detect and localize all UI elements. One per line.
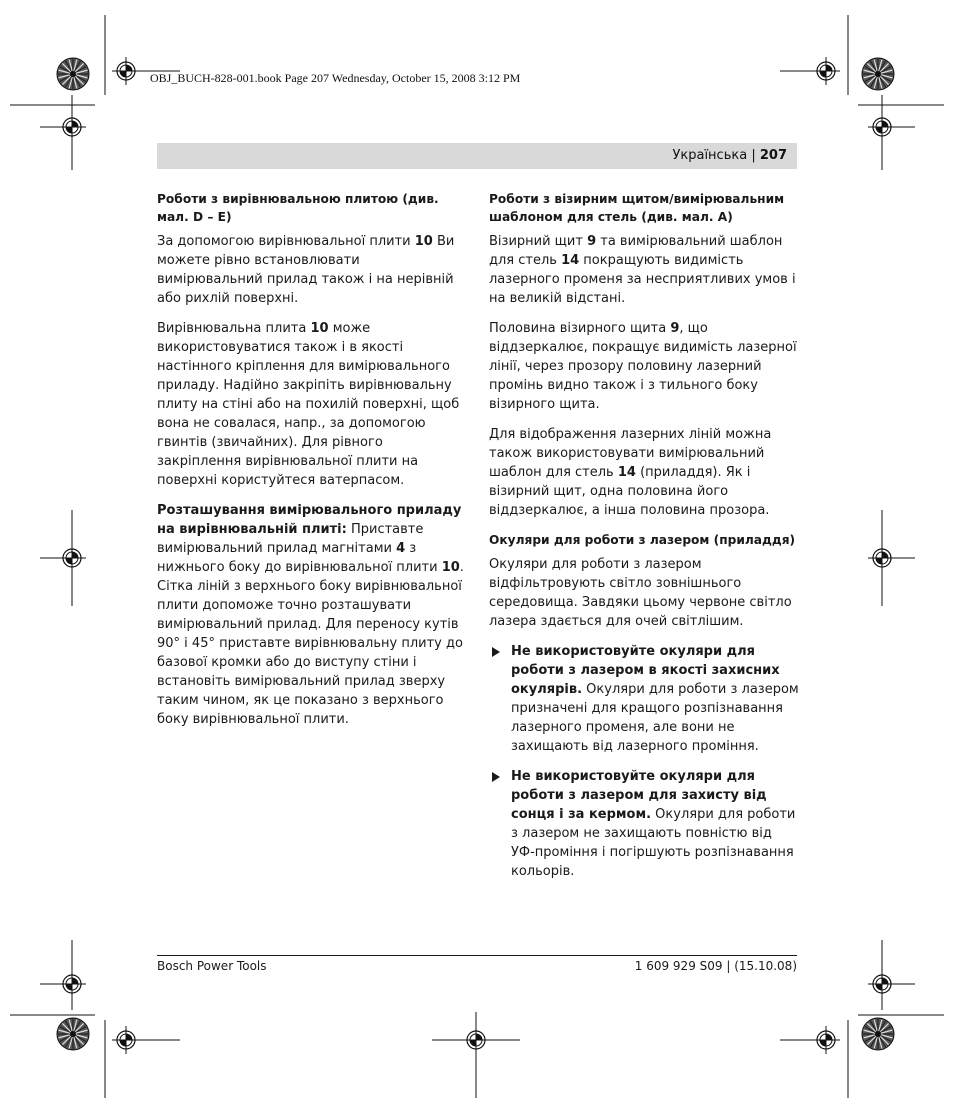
section-heading-levelling-plate: Роботи з вирівнювальною плитою (див. мал. D – E) xyxy=(157,192,439,224)
page-header xyxy=(157,143,797,169)
section-heading-laser-glasses: Окуляри для роботи з лазером (приладдя) xyxy=(489,533,796,547)
bullet-triangle-icon xyxy=(492,647,500,657)
warning-bullet-safety-glasses: Не використовуйте окуляри для роботи з лазером в якості захисних окулярів. Окуляри для роботи з лазером призначені для кращого розпізнавання лазерного променя, але вони не захищають від лазерного проміння. xyxy=(489,642,799,756)
footer-publisher: Bosch Power Tools xyxy=(157,959,267,973)
registration-target-icon xyxy=(812,57,840,85)
header-language: Українська xyxy=(672,148,748,163)
paragraph-plate-positioning: Розташування вимірювального приладу на вирівнювальній плиті: Приставте вимірювальний прилад магнітами 4 з нижнього боку до вирівнювальної плити 10. Сітка ліній з верхнього боку вирівнювальної плити допоможе точно розташувати вимірювальний прилад. Для переносу кутів 90° і 45° приставте вирівнювальну плиту до базової кромки або до виступу стіни і встановіть вимірювальний прилад зверху таким чином, як це показано з верхнього боку вирівнювальної плити. xyxy=(157,503,464,727)
warning-bullet-sun-glasses: Не використовуйте окуляри для роботи з лазером для захисту від сонця і за кермом. Окуляри для роботи з лазером не захищають повністю від УФ-проміння і погіршують розпізнавання кольорів. xyxy=(489,767,799,881)
registration-target-icon xyxy=(462,1026,490,1054)
registration-target-icon xyxy=(868,970,896,998)
right-column xyxy=(489,190,799,881)
header-page-number: 207 xyxy=(759,148,787,163)
registration-target-icon xyxy=(868,113,896,141)
left-column xyxy=(157,190,467,729)
paragraph-ceiling-template: Для відображення лазерних ліній можна також використовувати вимірювальний шаблон для стель 14 (приладдя). Як і візирний щит, одна половина його віддзеркалює, а інша половина прозора. xyxy=(489,427,772,518)
book-slug: OBJ_BUCH-828-001.book Page 207 Wednesday, October 15, 2008 3:12 PM xyxy=(150,71,521,85)
registration-target-icon xyxy=(58,970,86,998)
header-separator: | xyxy=(751,148,756,163)
registration-target-icon xyxy=(868,544,896,572)
registration-target-icon xyxy=(58,544,86,572)
section-heading-target-plate: Роботи з візирним щитом/вимірювальним шаблоном для стель (див. мал. A) xyxy=(489,192,785,224)
starburst-mark-icon xyxy=(862,1018,894,1050)
footer-doc-number: 1 609 929 S09 | (15.10.08) xyxy=(634,959,797,973)
footer-rule xyxy=(157,955,797,956)
starburst-mark-icon xyxy=(862,58,894,90)
paragraph-plate-intro: За допомогою вирівнювальної плити 10 Ви можете рівно встановлювати вимірювальний прилад також і на нерівній або рихлій поверхні. xyxy=(157,234,455,306)
paragraph-glasses-intro: Окуляри для роботи з лазером відфільтровують світло зовнішнього середовища. Завдяки цьому червоне світло лазера здається для очей світлішим. xyxy=(489,557,792,629)
paragraph-plate-mounting: Вирівнювальна плита 10 може використовуватися також і в якості настінного кріплення для вимірювального приладу. Надійно закріпіть вирівнювальну плиту на стіні або на похилій поверхні, щоб вона не совалася, напр., за допомогою гвинтів (звичайних). Для рівного закріплення вирівнювальної плити на поверхні користуйтеся ватерпасом. xyxy=(157,321,460,488)
registration-target-icon xyxy=(112,1026,140,1054)
bullet-triangle-icon xyxy=(492,772,500,782)
header-text xyxy=(672,148,787,163)
registration-target-icon xyxy=(58,113,86,141)
starburst-mark-icon xyxy=(57,58,89,90)
registration-target-icon xyxy=(812,1026,840,1054)
registration-target-icon xyxy=(112,57,140,85)
paragraph-target-intro: Візирний щит 9 та вимірювальний шаблон для стель 14 покращують видимість лазерного променя за несприятливих умов і на великій відстані. xyxy=(489,234,796,306)
paragraph-target-mirror: Половина візирного щита 9, що віддзеркалює, покращує видимість лазерної лінії, через прозору половину лазерний промінь видно також і з тильного боку візирного щита. xyxy=(489,321,797,412)
starburst-mark-icon xyxy=(57,1018,89,1050)
